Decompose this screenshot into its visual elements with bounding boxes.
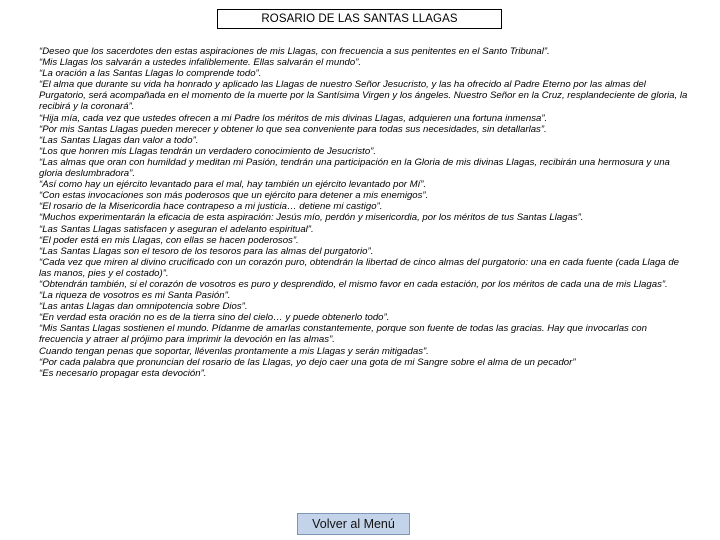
quote-line: “Las almas que oran con humildad y meditan mi Pasión, tendrán una participación en la Gloria de mis divinas Llagas, recibirán una hermosura y una gloria deslumbradora”. [39, 156, 670, 180]
page-title: ROSARIO DE LAS SANTAS LLAGAS [217, 9, 502, 29]
quote-line: “La riqueza de vosotros es mi Santa Pasión”. [39, 290, 231, 302]
quote-line: “Las Santas Llagas dan valor a todo”. [39, 134, 199, 146]
quote-line: “Los que honren mis Llagas tendrán un verdadero conocimiento de Jesucristo”. [39, 145, 377, 157]
quote-line: “El rosario de la Misericordia hace contrapeso a mi justicia… detiene mi castigo”. [39, 201, 383, 213]
quote-line: “Cada vez que miren al divino crucificado con un corazón puro, obtendrán la libertad de cinco almas del purgatorio: una en cada fuente (cada Llaga de las manos, pies y el costado)”. [39, 256, 679, 279]
quotes-list [39, 46, 689, 379]
quote-line: “Hija mía, cada vez que ustedes ofrecen a mi Padre los méritos de mis divinas Llagas, adquieren una fortuna inmensa”. [39, 112, 548, 124]
quote-line: “Deseo que los sacerdotes den estas aspiraciones de mis Llagas, con frecuencia a sus penitentes en el Santo Tribunal”. [39, 46, 550, 57]
quote-line: “Así como hay un ejército levantado para el mal, hay también un ejército levantado por Mí”. [39, 179, 427, 191]
quote-line: “Mis Santas Llagas sostienen el mundo. Pídanme de amarlas constantemente, porque son fuente de todas las gracias. Hay que invocarlas con frecuencia y atraer al prójimo para imprimir la devoción en las almas”. [39, 323, 647, 346]
quote-line: “Las antas Llagas dan omnipotencia sobre Dios”. [39, 301, 248, 313]
quote-line: “Las Santas Llagas satisfacen y aseguran el adelanto espiritual”. [39, 223, 314, 235]
quote-line: “Con estas invocaciones son más poderosos que un ejército para detener a mis enemigos”. [39, 190, 429, 202]
quote-line: “Por mis Santas Llagas pueden merecer y obtener lo que sea conveniente para todas sus necesidades, sin detallarlas”. [39, 123, 547, 135]
quote-line: “La oración a las Santas Llagas lo comprende todo”. [39, 68, 262, 80]
quote-line: “Muchos experimentarán la eficacia de esta aspiración: Jesús mío, perdón y misericordia, por los méritos de tus Santas Llagas”. [39, 212, 584, 224]
quote-line: “Por cada palabra que pronuncian del rosario de las Llagas, yo dejo caer una gota de mi Sangre sobre el alma de un pecador” [39, 356, 576, 368]
quote-line: “Las Santas Llagas son el tesoro de los tesoros para las almas del purgatorio”. [39, 245, 374, 257]
quote-line: “Es necesario propagar esta devoción”. [39, 367, 207, 379]
back-to-menu-button[interactable]: Volver al Menú [297, 513, 410, 535]
quote-line: “En verdad esta oración no es de la tierra sino del cielo… y puede obtenerlo todo”. [39, 312, 390, 324]
quote-line: “Obtendrán también, si el corazón de vosotros es puro y desprendido, el mismo favor en cada estación, por los méritos de cada una de mis Llagas”. [39, 278, 668, 290]
quote-line: “Mis Llagas los salvarán a ustedes infaliblemente. Ellas salvarán el mundo”. [39, 57, 362, 69]
quote-line: Cuando tengan penas que soportar, llévenlas prontamente a mis Llagas y serán mitigadas”. [39, 345, 429, 357]
quote-line: “El poder está en mis Llagas, con ellas se hacen poderosos”. [39, 234, 299, 246]
quote-line: “El alma que durante su vida ha honrado y aplicado las Llagas de nuestro Señor Jesucristo, y las ha ofrecido al Padre Eterno por las almas del Purgatorio, será acompañada en el momento de la muerte por la Santísima Virgen y los ángeles. Nuestro Señor en la Cruz, resplandeciente de gloria, la recibirá y la coronará”. [39, 79, 688, 113]
